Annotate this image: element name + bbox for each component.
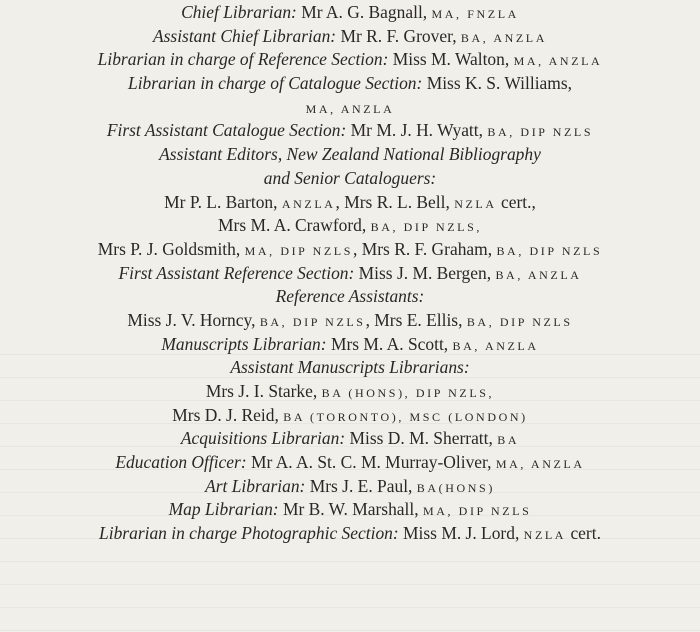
staff-line (0, 285, 700, 309)
staff-name: Mr A. G. Bagnall, (296, 2, 432, 22)
role-title: Assistant Chief Librarian: (152, 25, 337, 46)
staff-line (0, 191, 700, 215)
staff-name: cert., (496, 191, 536, 212)
staff-line (0, 48, 700, 72)
staff-name: Mrs D. J. Reid, (172, 404, 284, 425)
qualifications: NZLA (523, 528, 567, 543)
staff-name: Mr M. J. H. Wyatt, (346, 120, 488, 141)
qualifications: MA, ANZLA (513, 54, 603, 69)
staff-name: Mrs P. J. Goldsmith, (97, 238, 245, 259)
role-title: Librarian in charge of Reference Section: (97, 49, 389, 70)
staff-name: Miss M. J. Lord, (398, 523, 524, 544)
staff-name: Mrs J. E. Paul, (305, 475, 417, 496)
qualifications: MA, DIP NZLS (422, 504, 532, 519)
qualifications: BA, ANZLA (460, 30, 547, 45)
qualifications: BA (HONS), DIP NZLS, (321, 386, 495, 400)
role-title: and Senior Cataloguers: (263, 167, 437, 188)
role-title: Librarian in charge of Catalogue Section: (128, 73, 423, 94)
staff-line (0, 475, 700, 499)
qualifications: BA, DIP NZLS (259, 314, 366, 329)
qualifications: MA, ANZLA (495, 457, 585, 472)
staff-line (0, 238, 700, 262)
staff-name: Miss D. M. Sherratt, (345, 428, 498, 449)
staff-line (0, 214, 700, 238)
qualifications: BA (497, 433, 520, 448)
staff-line (0, 1, 700, 25)
staff-line (0, 498, 700, 522)
qualifications: BA(HONS) (416, 480, 495, 495)
qualifications: ANZLA (281, 196, 336, 211)
qualifications: MA, FNZLA (431, 7, 519, 21)
staff-name: Miss K. S. Williams, (422, 73, 572, 94)
role-title: Assistant Editors, New Zealand National Bibliography (159, 144, 541, 165)
role-title: Art Librarian: (205, 475, 306, 496)
staff-line (0, 427, 700, 451)
role-title: Assistant Manuscripts Librarians: (230, 357, 470, 378)
staff-line (0, 143, 700, 167)
role-title: First Assistant Reference Section: (118, 262, 355, 283)
staff-line (0, 96, 700, 120)
staff-name: Mrs M. A. Scott, (326, 333, 453, 354)
qualifications: BA (TORONTO), MSC (LONDON) (283, 409, 528, 424)
staff-line (0, 356, 700, 380)
role-title: Chief Librarian: (181, 2, 297, 22)
role-title: Manuscripts Librarian: (161, 333, 327, 354)
staff-line (0, 119, 700, 143)
role-title: Librarian in charge Photographic Section: (99, 523, 399, 544)
staff-line (0, 167, 700, 191)
role-title: Acquisitions Librarian: (180, 428, 346, 449)
staff-line (0, 380, 700, 404)
qualifications: NZLA (454, 196, 497, 211)
role-title: Map Librarian: (168, 499, 279, 520)
role-title: First Assistant Catalogue Section: (106, 120, 347, 141)
qualifications: MA, ANZLA (305, 101, 395, 116)
staff-name: Miss J. M. Bergen, (354, 262, 496, 283)
qualifications: BA, DIP NZLS (466, 314, 573, 329)
staff-line (0, 72, 700, 96)
staff-line (0, 333, 700, 357)
staff-name: , Mrs R. L. Bell, (335, 191, 455, 212)
qualifications: BA, ANZLA (452, 338, 539, 353)
staff-name: Mr A. A. St. C. M. Murray-Oliver, (246, 452, 496, 473)
staff-name: Miss M. Walton, (388, 49, 514, 70)
staff-name: Mrs J. I. Starke, (205, 381, 322, 401)
staff-line (0, 262, 700, 286)
staff-name: , Mrs R. F. Graham, (353, 238, 497, 259)
staff-name: , Mrs E. Ellis, (365, 309, 467, 330)
role-title: Reference Assistants: (275, 286, 425, 307)
staff-name: Mr B. W. Marshall, (278, 499, 423, 520)
qualifications: MA, DIP NZLS (244, 243, 354, 258)
qualifications: BA, DIP NZLS, (370, 220, 482, 235)
staff-list (0, 1, 700, 546)
qualifications: BA, ANZLA (495, 267, 582, 282)
staff-line (0, 404, 700, 428)
staff-name: Mr P. L. Barton, (164, 191, 282, 212)
staff-line (0, 451, 700, 475)
staff-name: Mrs M. A. Crawford, (218, 215, 371, 236)
staff-line (0, 522, 700, 546)
staff-name: cert. (566, 523, 601, 544)
staff-line (0, 309, 700, 333)
qualifications: BA, DIP NZLS (487, 125, 594, 140)
staff-name: Mr R. F. Grover, (336, 25, 461, 46)
qualifications: BA, DIP NZLS (496, 243, 603, 258)
role-title: Education Officer: (115, 452, 247, 473)
staff-name: Miss J. V. Horncy, (127, 309, 260, 330)
staff-line (0, 25, 700, 49)
